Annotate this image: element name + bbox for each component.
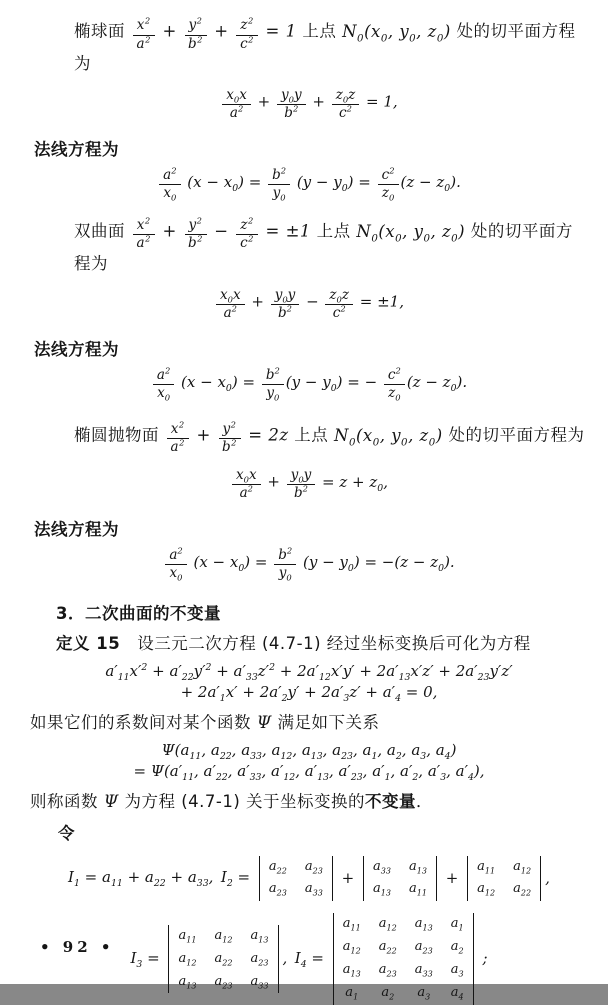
math-run: $(z - z_0)$. [400,172,461,194]
math-run: ; [477,949,488,968]
math-run: + $2a'_1x' + 2a'_2y' + 2a'_3z' + a'_4 = 0$, [180,683,438,705]
determinant-cell: $a_{13}$ [178,973,197,991]
text-segment: 椭圆抛物面 [74,425,165,445]
definition-15-text: 设三元二次方程 (4.7-1) 经过坐标变换后可化为方程 [120,633,531,653]
determinant-cell: $a_{33}$ [250,973,269,991]
math-run: = ±1, [355,292,404,311]
determinant-cell: $a_{13}$ [409,858,428,876]
fraction: $\frac{c^2}{z_0}$ [384,368,405,402]
math-run: + [307,92,330,111]
fraction: $\frac{z^2}{c^2}$ [236,218,257,252]
determinant-cell: $a_{23}$ [268,881,287,898]
math-run: , [545,868,550,887]
determinant-cell: $a_{13}$ [250,927,269,945]
determinant-cell: $a_2$ [450,939,464,956]
fraction: $\frac{y^2}{b^2}$ [185,218,207,252]
fraction: $\frac{x_0x}{a^2}$ [216,288,245,322]
determinant-cell: $a_{23}$ [414,939,433,956]
determinant-cell: $a_3$ [417,984,431,1002]
math-run: , $I_4$ = [282,949,329,971]
invariant-conclusion-paragraph [30,790,588,814]
math-run: $(x - x_0)$ = [182,172,267,194]
fraction: $\frac{y_0y}{b^2}$ [277,88,306,122]
normal-equation-label-1: 法线方程为 [34,139,119,159]
determinant-cell: $a_{12}$ [513,858,532,876]
determinant-cell: $a_{12}$ [477,881,496,898]
math-run: $a'_{11}x'^2 + a'_{22}y'^2 + a'_{33}z'^2 + 2a'_{12}x'y' + 2a'_{13}x'z' + 2a'_{23}y'z'$ [105,661,513,683]
normal-equation-label-3: 法线方程为 [34,519,119,539]
determinant-cell: $a_{23}$ [304,858,323,876]
psi-function-line-1 [30,741,588,761]
math-run: $(y - y_0) = -(z - z_0)$. [298,552,455,574]
math-run: $\Psi(a_{11}$, $a_{22}$, $a_{33}$, $a_{12}$, $a_{13}$, $a_{23}$, $a_1$, $a_2$, $a_3$, $a_4$) [161,740,457,762]
determinant-cell: $a_{12}$ [342,939,361,956]
text-segment: ． [416,791,434,811]
math-run: Ψ [256,712,272,732]
text-segment: 满足如下关系 [271,712,380,732]
text-segment: 处的切平面方程为 [74,21,576,74]
ellipsoid-normal-line-equation [30,165,588,204]
math-run: + [336,868,359,887]
determinant-cell: $a_{13}$ [373,881,392,898]
fraction: $\frac{z^2}{c^2}$ [236,18,257,52]
determinant-cell: $a_{22}$ [268,858,287,876]
section-heading-invariants: 3．二次曲面的不变量 [56,603,221,623]
text-segment: 如果它们的系数间对某个函数 [30,712,257,732]
math-run: $N_0(x_0$, $y_0$, $z_0$) [334,425,443,448]
paraboloid-intro-paragraph [30,419,588,456]
math-run: = 1, [361,92,398,111]
fraction: $\frac{y_0y}{b^2}$ [271,288,300,322]
determinant-cell: $a_1$ [450,916,464,933]
fraction: $\frac{a^2}{x_0}$ [153,368,174,402]
math-run: = ±1 [259,221,311,241]
definition-15-paragraph [30,632,588,656]
math-run: + [208,21,235,41]
ellipsoid-intro-paragraph [30,15,588,76]
fraction: $\frac{x^2}{a^2}$ [133,218,155,252]
fraction: $\frac{b^2}{y_0}$ [268,168,290,202]
math-run: = 2z [242,425,289,445]
page-number: • 92 • [40,938,115,956]
math-run: $N_0(x_0$, $y_0$, $z_0$) [356,221,466,244]
fraction: $\frac{a^2}{x_0}$ [159,168,180,202]
invariants-i3-i4-equation [30,913,588,1005]
determinant-cell: $a_{12}$ [214,927,233,945]
text-segment: 椭球面 [74,21,131,41]
math-run: $(y - y_0)$ = [292,172,376,194]
math-run: + [156,21,183,41]
definition-15-label: 定义 15 [56,633,121,653]
determinant-cell: $a_{23}$ [214,973,233,991]
text-segment: 处的切平面方程为 [74,221,573,273]
invariant-condition-paragraph [30,711,588,735]
math-run: + [246,292,269,311]
math-run: $(z - z_0)$. [406,372,468,394]
psi-function-line-2 [30,762,588,782]
fraction: $\frac{x^2}{a^2}$ [133,18,155,52]
determinant [467,856,541,902]
math-run: $N_0(x_0$, $y_0$, $z_0$) [342,21,451,45]
determinant-cell: $a_{23}$ [250,950,269,968]
math-run: $(x - x_0)$ = [188,552,273,574]
math-run: + [262,472,285,491]
fraction: $\frac{x^2}{a^2}$ [167,422,189,456]
determinant-cell: $a_{13}$ [342,962,361,979]
math-run: Ψ [103,791,119,811]
hyperboloid-normal-line-equation [30,365,588,404]
text-segment: 上点 [296,21,343,41]
text-segment: 则称函数 [30,791,104,811]
determinant-cell: $a_{11}$ [178,927,197,945]
math-run: = $\Psi(a'_{11}$, $a'_{22}$, $a'_{33}$, $a'_{12}$, $a'_{13}$, $a'_{23}$, $a'_1$, $a'_2$, $a'_3$, $a'_4$), [133,762,485,784]
hyperboloid-tangent-plane-equation [30,288,588,322]
paraboloid-normal-line-equation [30,545,588,584]
inline-math [131,215,311,252]
text-segment: 上点 [310,221,357,241]
determinant-cell: $a_{12}$ [378,916,397,933]
inline-math [131,15,297,52]
math-run: + [252,92,275,111]
fraction: $\frac{y^2}{b^2}$ [219,422,241,456]
text-segment: 处的切平面方程为 [442,425,585,445]
text-segment: 上点 [288,425,335,445]
determinant-cell: $a_{22}$ [214,950,233,968]
fraction: $\frac{y^2}{b^2}$ [185,18,207,52]
determinant-cell: $a_{33}$ [373,858,392,876]
math-run: $I_3$ = [130,949,165,971]
determinant [168,925,278,994]
determinant-cell: $a_{11}$ [409,881,428,898]
determinant-cell: $a_{33}$ [304,881,323,898]
determinant [259,856,333,902]
transformed-equation-line-1 [30,662,588,682]
inline-math [165,419,289,456]
fraction: $\frac{b^2}{y_0}$ [262,368,284,402]
fraction: $\frac{z_0z}{c^2}$ [332,88,360,122]
determinant-cell: $a_{11}$ [477,858,496,876]
determinant-cell: $a_{13}$ [414,916,433,933]
fraction: $\frac{y_0y}{b^2}$ [287,468,316,502]
determinant-cell: $a_4$ [450,984,464,1002]
fraction: $\frac{c^2}{z_0}$ [378,168,399,202]
let-label: 令 [58,823,75,843]
determinant-cell: $a_{22}$ [378,939,397,956]
transformed-equation-line-2 [30,683,588,703]
determinant-cell: $a_{11}$ [342,916,361,933]
bold-text-segment: 不变量 [365,791,417,811]
normal-equation-label-2: 法线方程为 [34,339,119,359]
math-run: = 1 [259,21,297,41]
text-segment: 双曲面 [74,221,131,241]
determinant-cell: $a_{23}$ [378,962,397,979]
fraction: $\frac{x_0x}{a^2}$ [222,88,251,122]
fraction: $\frac{b^2}{y_0}$ [274,548,296,582]
determinant-cell: $a_{22}$ [513,881,532,898]
math-run: − [301,292,324,311]
math-run: + [441,868,464,887]
determinant-cell: $a_{12}$ [178,950,197,968]
math-run: $I_1 = a_{11} + a_{22} + a_{33}$, $I_2$ = [68,868,255,890]
hyperboloid-intro-paragraph [30,215,588,276]
fraction: $\frac{x_0x}{a^2}$ [232,468,261,502]
invariants-i1-i2-equation [30,856,588,902]
math-run: $(x - x_0)$ = [176,372,260,394]
determinant-cell: $a_3$ [450,962,464,979]
determinant-cell: $a_1$ [345,984,359,1002]
text-segment: 为方程 (4.7-1) 关于坐标变换的 [118,791,366,811]
math-run: $(y - y_0)$ = − [285,372,382,394]
paraboloid-tangent-plane-equation [30,468,588,502]
determinant [363,856,437,902]
math-run: − [208,221,235,241]
fraction: $\frac{a^2}{x_0}$ [165,548,186,582]
math-run: + [156,221,183,241]
ellipsoid-tangent-plane-equation [30,88,588,122]
determinant-cell: $a_{33}$ [414,962,433,979]
math-run: + [190,425,217,445]
math-run: = $z + z_0$, [317,472,388,494]
fraction: $\frac{z_0z}{c^2}$ [325,288,353,322]
determinant-cell: $a_2$ [381,984,395,1002]
determinant [333,913,474,1005]
